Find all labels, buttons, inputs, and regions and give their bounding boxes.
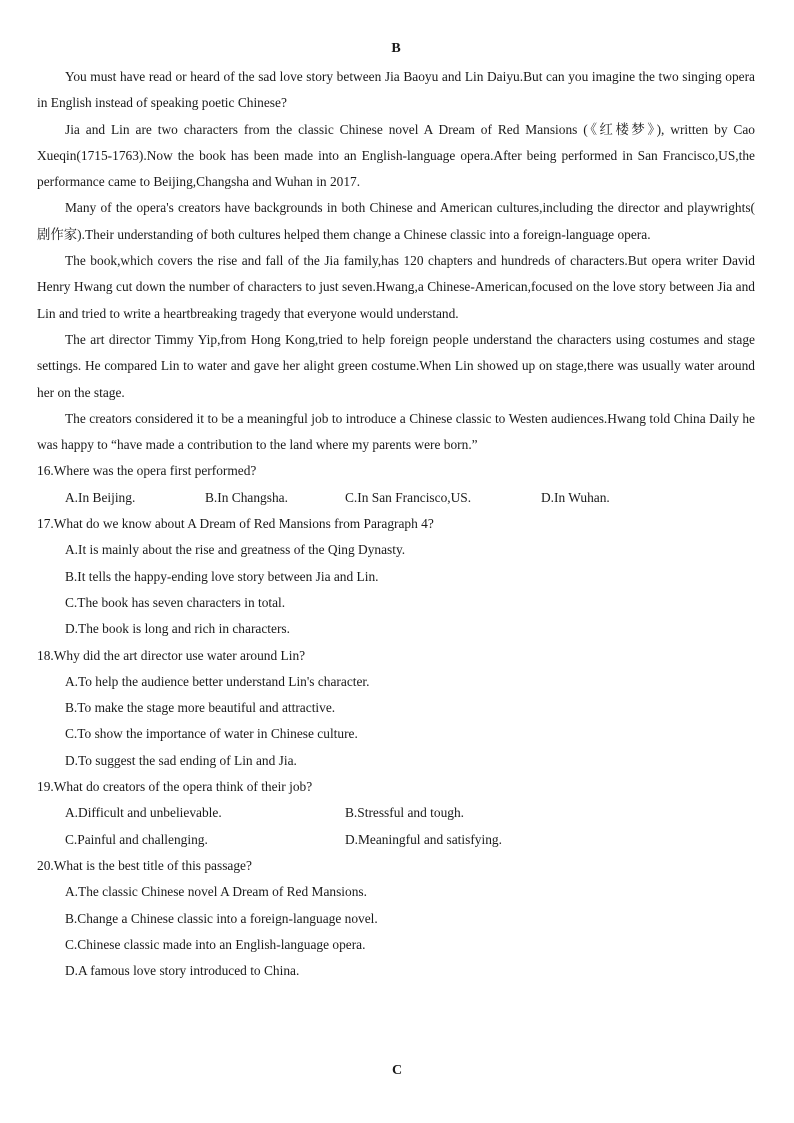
question-16-option-d: D.In Wuhan. [541,489,610,505]
passage-paragraph-5: The art director Timmy Yip,from Hong Kong,tried to help foreign people understand the characters using costumes and stage settings. He compared Lin to water and gave her alight green costume.When Lin showed up on stage,there was usually water around her on the stage. [37,331,755,400]
passage-paragraph-2: Jia and Lin are two characters from the classic Chinese novel A Dream of Red Mansions (《红楼梦》), written by Cao Xueqin(1715-1763).Now the book has been made into an English-language opera.After being performed in San Francisco,US,the performance came to Beijing,Changsha and Wuhan in 2017. [37,121,755,190]
section-b-heading: B [391,41,401,56]
question-16-option-a: A.In Beijing. [65,489,136,505]
question-20-option-a: A.The classic Chinese novel A Dream of Red Mansions. [65,884,367,900]
question-19-options-row-2 [37,827,755,853]
question-16-option-c: C.In San Francisco,US. [345,489,472,505]
document-page [37,38,755,984]
question-17-option-c: C.The book has seven characters in total. [65,594,286,610]
passage-paragraph-6: The creators considered it to be a meaningful job to introduce a Chinese classic to Westen audiences.Hwang told China Daily he was happy to “have made a contribution to the land where my parents were born.” [37,410,755,453]
question-16-stem: 16.Where was the opera first performed? [37,463,257,479]
question-18-stem: 18.Why did the art director use water around Lin? [37,647,306,663]
question-18-option-c: C.To show the importance of water in Chinese culture. [65,726,358,742]
question-18-option-a: A.To help the audience better understand Lin's character. [65,673,370,689]
question-17-stem: 17.What do we know about A Dream of Red Mansions from Paragraph 4? [37,516,434,532]
question-20-option-d: D.A famous love story introduced to China. [65,963,300,979]
question-19-option-d: D.Meaningful and satisfying. [345,831,502,847]
question-16-option-b: B.In Changsha. [205,489,288,505]
question-18-option-b: B.To make the stage more beautiful and attractive. [65,700,336,716]
question-19-option-c: C.Painful and challenging. [65,831,208,847]
question-20-stem: 20.What is the best title of this passage? [37,857,252,873]
question-17-option-b: B.It tells the happy-ending love story between Jia and Lin. [65,568,379,584]
passage-paragraph-1: You must have read or heard of the sad love story between Jia Baoyu and Lin Daiyu.But can you imagine the two singing opera in English instead of speaking poetic Chinese? [37,69,755,111]
question-20-option-b: B.Change a Chinese classic into a foreign-language novel. [65,910,378,926]
question-19-option-b: B.Stressful and tough. [345,805,465,821]
section-c-heading: C [391,1063,403,1078]
passage-paragraph-3: Many of the opera's creators have backgrounds in both Chinese and American cultures,including the director and playwrights( 剧作家).Their understanding of both cultures helped them change a Chinese classic into a foreign-language opera. [37,200,755,242]
question-20-option-c: C.Chinese classic made into an English-language opera. [65,936,366,952]
question-17-option-d: D.The book is long and rich in characters. [65,621,290,637]
question-19-option-a: A.Difficult and unbelievable. [65,805,222,821]
question-16-options [37,485,755,511]
passage-paragraph-4: The book,which covers the rise and fall of the Jia family,has 120 chapters and hundreds of characters.But opera writer David Henry Hwang cut down the number of characters to just seven.Hwang,a Chinese-American,focused on the love story between Jia and Lin and tried to write a heartbreaking tragedy that everyone would understand. [37,253,755,321]
question-19-options-row-1 [37,800,755,826]
question-19-stem: 19.What do creators of the opera think of their job? [37,779,313,795]
question-18-option-d: D.To suggest the sad ending of Lin and Jia. [65,752,297,768]
question-17-option-a: A.It is mainly about the rise and greatness of the Qing Dynasty. [65,542,406,558]
